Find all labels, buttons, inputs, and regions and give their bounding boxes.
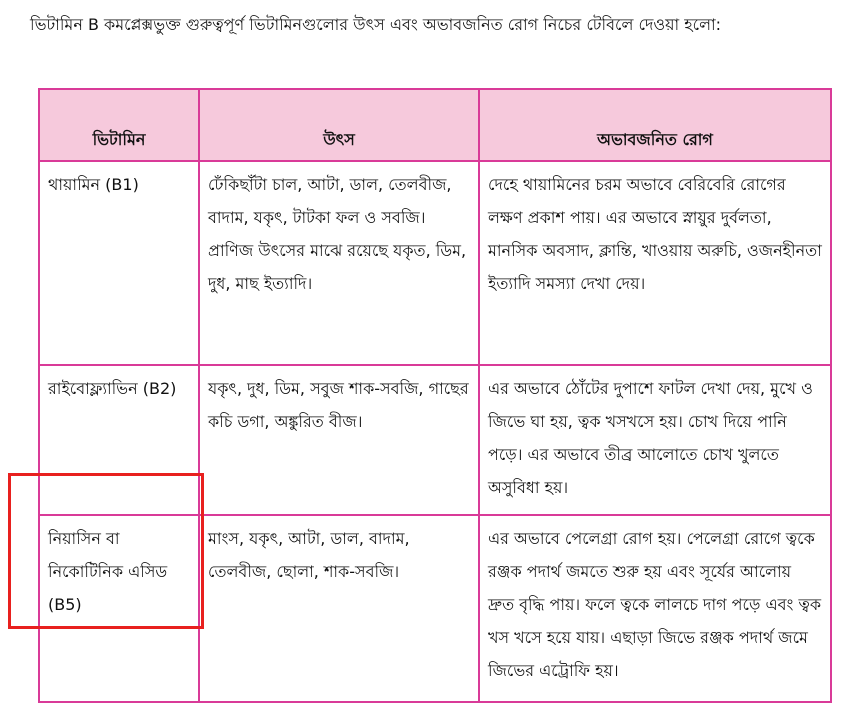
table-row	[39, 365, 831, 515]
table-row	[39, 161, 831, 365]
source-cell: মাংস, যকৃৎ, আটা, ডাল, বাদাম, তেলবীজ, ছোলা, শাক-সবজি।	[199, 515, 479, 702]
vitamin-cell: নিয়াসিন বা নিকোটিনিক এসিড (B5)	[39, 515, 199, 702]
disease-cell: দেহে থায়ামিনের চরম অভাবে বেরিবেরি রোগের লক্ষণ প্রকাশ পায়। এর অভাবে স্নায়ুর দুর্বলতা, মানসিক অবসাদ, ক্লান্তি, খাওয়ায় অরুচি, ওজনহীনতা ইত্যাদি সমস্যা দেখা দেয়।	[479, 161, 831, 365]
disease-cell: এর অভাবে ঠোঁটের দুপাশে ফাটল দেখা দেয়, মুখে ও জিভে ঘা হয়, ত্বক খসখসে হয়। চোখ দিয়ে পানি পড়ে। এর অভাবে তীব্র আলোতে চোখ খুলতে অসুবিধা হয়।	[479, 365, 831, 515]
header-source: উৎস	[199, 89, 479, 161]
header-vitamin: ভিটামিন	[39, 89, 199, 161]
source-cell: ঢেঁকিছাঁটা চাল, আটা, ডাল, তেলবীজ, বাদাম, যকৃৎ, টাটকা ফল ও সবজি। প্রাণিজ উৎসের মাঝে রয়েছে যকৃত, ডিম, দুধ, মাছ ইত্যাদি।	[199, 161, 479, 365]
disease-cell: এর অভাবে পেলেগ্রা রোগ হয়। পেলেগ্রা রোগে ত্বকে রঞ্জক পদার্থ জমতে শুরু হয় এবং সূর্যের আলোয় দ্রুত বৃদ্ধি পায়। ফলে ত্বকে লালচে দাগ পড়ে এবং ত্বক খস খসে হয়ে যায়। এছাড়া জিভে রঞ্জক পদার্থ জমে জিভের এট্রোফি হয়।	[479, 515, 831, 702]
vitamin-b-table	[38, 88, 832, 703]
intro-text: ভিটামিন B কমপ্লেক্সভুক্ত গুরুত্বপূর্ণ ভিটামিনগুলোর উৎস এবং অভাবজনিত রোগ নিচের টেবিলে দেওয়া হলো:	[30, 15, 722, 34]
vitamin-cell: থায়ামিন (B1)	[39, 161, 199, 365]
table-header-row	[39, 89, 831, 161]
source-cell: যকৃৎ, দুধ, ডিম, সবুজ শাক-সবজি, গাছের কচি ডগা, অঙ্কুরিত বীজ।	[199, 365, 479, 515]
vitamin-cell: রাইবোফ্ল্যাভিন (B2)	[39, 365, 199, 515]
header-deficiency-disease: অভাবজনিত রোগ	[479, 89, 831, 161]
table-row	[39, 515, 831, 702]
